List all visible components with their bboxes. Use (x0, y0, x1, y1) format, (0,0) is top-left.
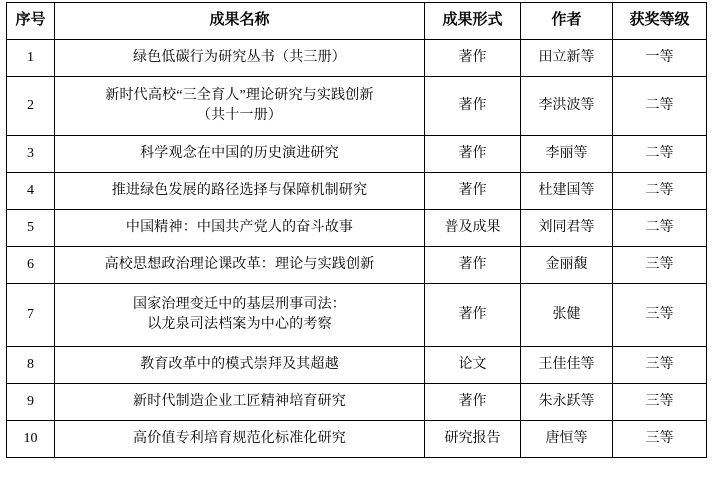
cell-level: 三等 (613, 284, 707, 347)
cell-form: 普及成果 (425, 210, 521, 247)
table-row (7, 210, 707, 247)
cell-name-line: 新时代高校“三全育人”理论研究与实践创新 (105, 87, 374, 103)
cell-author: 李丽等 (521, 136, 613, 173)
cell-form: 著作 (425, 40, 521, 77)
cell-name (55, 247, 425, 284)
cell-index: 7 (7, 284, 55, 347)
table-row (7, 347, 707, 384)
column-header-level: 获奖等级 (613, 3, 707, 40)
cell-author: 金丽馥 (521, 247, 613, 284)
cell-index: 4 (7, 173, 55, 210)
cell-index: 9 (7, 384, 55, 421)
cell-index: 8 (7, 347, 55, 384)
table-header-row (7, 3, 707, 40)
cell-name-line: 教育改革中的模式崇拜及其超越 (140, 356, 339, 372)
cell-author: 杜建国等 (521, 173, 613, 210)
cell-author: 唐恒等 (521, 421, 613, 458)
column-header-name: 成果名称 (55, 3, 425, 40)
cell-name (55, 421, 425, 458)
table-body (7, 40, 707, 458)
cell-index: 2 (7, 77, 55, 136)
cell-level: 二等 (613, 77, 707, 136)
cell-form: 著作 (425, 284, 521, 347)
cell-author: 刘同君等 (521, 210, 613, 247)
table-row (7, 384, 707, 421)
cell-name (55, 347, 425, 384)
cell-author: 李洪波等 (521, 77, 613, 136)
cell-level: 三等 (613, 421, 707, 458)
cell-name (55, 384, 425, 421)
cell-name-line: 科学观念在中国的历史演进研究 (140, 145, 339, 161)
table-row (7, 421, 707, 458)
cell-author: 王佳佳等 (521, 347, 613, 384)
cell-index: 6 (7, 247, 55, 284)
column-header-form: 成果形式 (425, 3, 521, 40)
cell-author: 朱永跃等 (521, 384, 613, 421)
cell-name-line: 以龙泉司法档案为中心的考察 (147, 317, 332, 332)
column-header-index: 序号 (7, 3, 55, 40)
cell-index: 10 (7, 421, 55, 458)
table-row (7, 284, 707, 347)
cell-name (55, 136, 425, 173)
cell-form: 著作 (425, 384, 521, 421)
cell-name-line: （共十一册） (196, 108, 283, 123)
cell-level: 二等 (613, 136, 707, 173)
cell-name-line: 中国精神：中国共产党人的奋斗故事 (125, 219, 354, 235)
table-row (7, 247, 707, 284)
cell-author: 田立新等 (521, 40, 613, 77)
table-header (7, 3, 707, 40)
cell-level: 三等 (613, 247, 707, 284)
cell-level: 三等 (613, 384, 707, 421)
cell-name (55, 173, 425, 210)
cell-name-line: 高价值专利培育规范化标准化研究 (133, 430, 346, 446)
cell-form: 著作 (425, 247, 521, 284)
cell-level: 一等 (613, 40, 707, 77)
table-row (7, 173, 707, 210)
cell-name (55, 77, 425, 136)
cell-level: 三等 (613, 347, 707, 384)
cell-form: 著作 (425, 77, 521, 136)
table-row (7, 77, 707, 136)
cell-level: 二等 (613, 210, 707, 247)
table-row (7, 136, 707, 173)
cell-index: 3 (7, 136, 55, 173)
cell-form: 研究报告 (425, 421, 521, 458)
cell-level: 二等 (613, 173, 707, 210)
cell-index: 1 (7, 40, 55, 77)
cell-name-line: 绿色低碳行为研究丛书（共三册） (133, 49, 346, 65)
cell-index: 5 (7, 210, 55, 247)
cell-name (55, 210, 425, 247)
cell-name-line: 新时代制造企业工匠精神培育研究 (133, 393, 346, 409)
cell-name (55, 40, 425, 77)
award-results-table (6, 2, 707, 458)
cell-name-line: 国家治理变迁中的基层刑事司法： (133, 296, 346, 312)
cell-form: 论文 (425, 347, 521, 384)
cell-name (55, 284, 425, 347)
cell-name-line: 推进绿色发展的路径选择与保障机制研究 (111, 182, 368, 198)
cell-form: 著作 (425, 173, 521, 210)
column-header-author: 作者 (521, 3, 613, 40)
cell-author: 张健 (521, 284, 613, 347)
table-row (7, 40, 707, 77)
cell-name-line: 高校思想政治理论课改革：理论与实践创新 (104, 256, 375, 272)
cell-form: 著作 (425, 136, 521, 173)
